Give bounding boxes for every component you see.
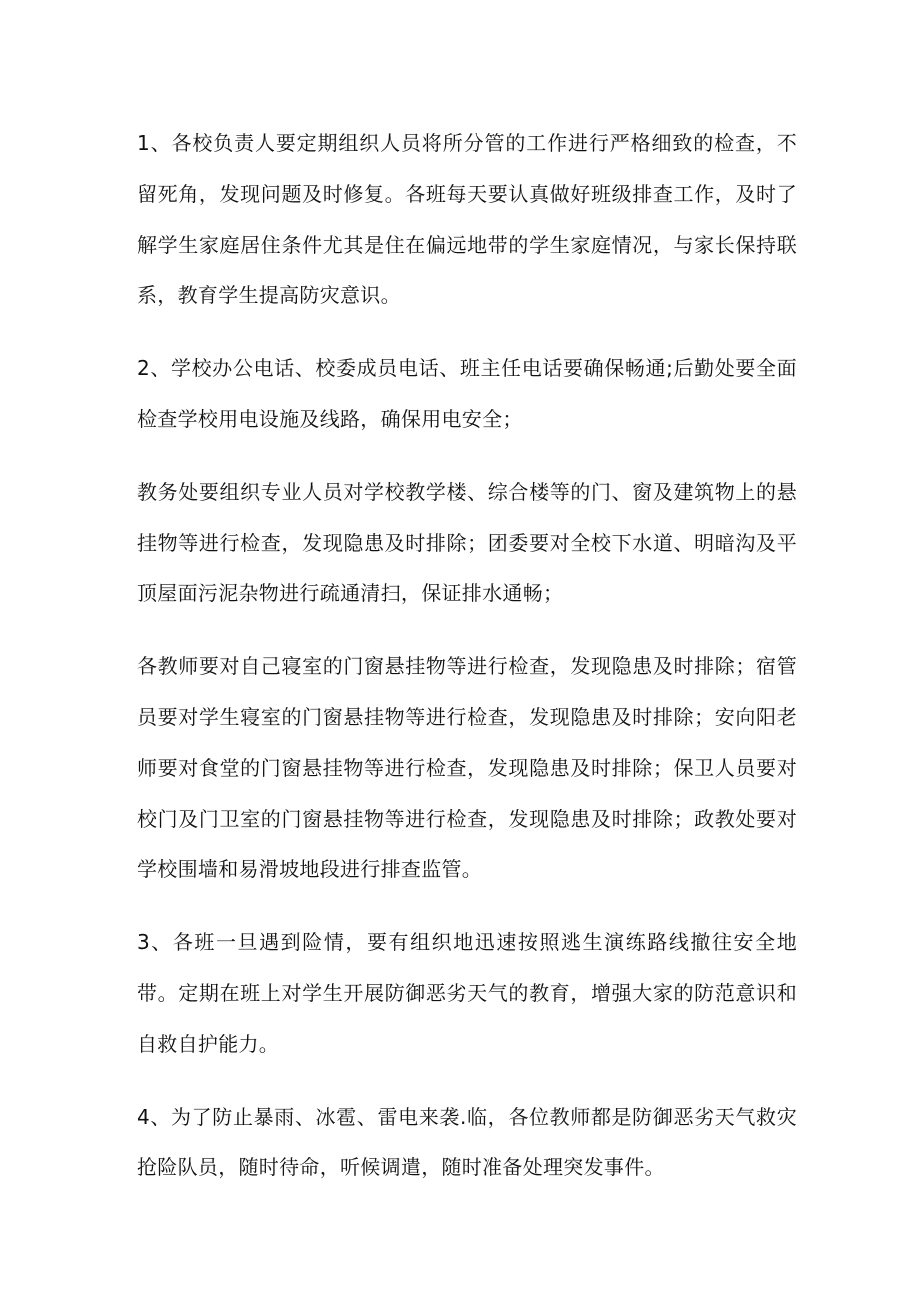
paragraph-2: 2、学校办公电话、校委成员电话、班主任电话要确保畅通;后勤处要全面检查学校用电设施及线路，确保用电安全； [137, 356, 797, 431]
paragraph-4: 各教师要对自己寝室的门窗悬挂物等进行检查，发现隐患及时排除；宿管员要对学生寝室的门窗悬挂物等进行检查，发现隐患及时排除；安向阳老师要对食堂的门窗悬挂物等进行检查，发现隐患及时排除；保卫人员要对校门及门卫室的门窗悬挂物等进行检查，发现隐患及时排除；政教处要对学校围墙和易滑坡地段进行排查监管。 [137, 654, 797, 882]
paragraph-1: 1、各校负责人要定期组织人员将所分管的工作进行严格细致的检查，不留死角，发现问题及时修复。各班每天要认真做好班级排查工作，及时了解学生家庭居住条件尤其是住在偏远地带的学生家庭情况，与家长保持联系，教育学生提高防灾意识。 [137, 131, 797, 308]
paragraph-3: 教务处要组织专业人员对学校教学楼、综合楼等的门、窗及建筑物上的悬挂物等进行检查，发现隐患及时排除；团委要对全校下水道、明暗沟及平顶屋面污泥杂物进行疏通清扫，保证排水通畅； [137, 479, 797, 606]
document-body [137, 118, 797, 1193]
paragraph-6: 4、为了防止暴雨、冰雹、雷电来袭.临，各位教师都是防御恶劣天气救灾抢险队员，随时待命，听候调遣，随时准备处理突发事件。 [137, 1104, 797, 1180]
paragraph-5: 3、各班一旦遇到险情，要有组织地迅速按照逃生演练路线撤往安全地带。定期在班上对学生开展防御恶劣天气的教育，增强大家的防范意识和自救自护能力。 [137, 930, 797, 1056]
